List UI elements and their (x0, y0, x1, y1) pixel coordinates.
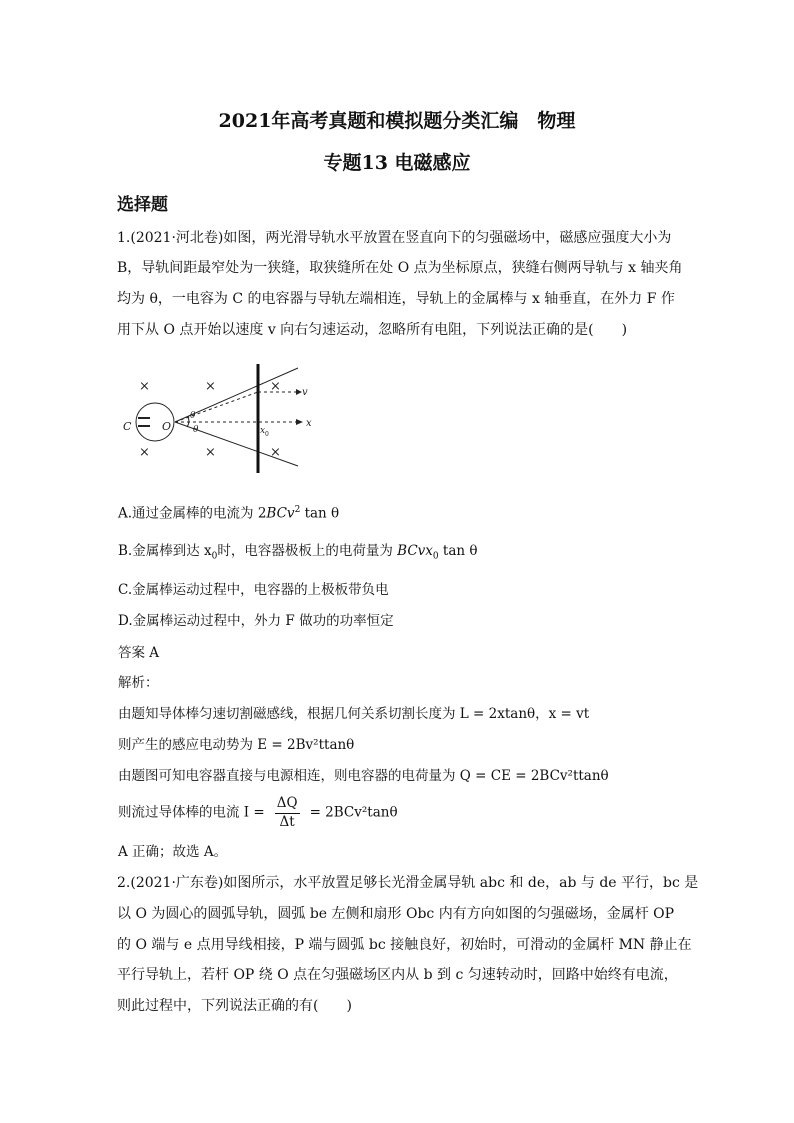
q1-stem-line-3: 均为 θ，一电容为 C 的电容器与导轨左端相连，导轨上的金属棒与 x 轴垂直，在外力 F 作 (117, 291, 675, 307)
analysis-line-3: 由题图可知电容器直接与电源相连，则电容器的电荷量为 Q = CE = 2BCv²ttanθ (118, 768, 609, 784)
section-heading: 选择题 (117, 195, 168, 215)
q1-stem-line-2: B，导轨间距最窄处为一狭缝，取狭缝所在处 O 点为坐标原点，狭缝右侧两导轨与 x 轴夹角 (117, 260, 683, 276)
field-cross-2: × (205, 379, 216, 394)
label-v: v (302, 387, 308, 398)
theta-arc-lower (187, 422, 189, 427)
label-x: x (306, 418, 312, 429)
q1-option-b: B.金属棒到达 $x_0$时，电容器极板上的电荷量为 BCvx$_0$ tan θ (118, 543, 478, 562)
page-title: 2021年高考真题和模拟题分类汇编 物理 (218, 110, 576, 132)
topic-subtitle: 专题13 电磁感应 (323, 152, 471, 174)
label-x0-sub: 0 (265, 431, 269, 438)
field-cross-3: × (270, 379, 281, 394)
field-cross-1: × (139, 379, 150, 394)
analysis-label: 解析： (118, 675, 159, 691)
q1-stem-line-1: 1.(2021·河北卷)如图，两光滑导轨水平放置在竖直向下的匀强磁场中，磁感应强度大小为 (117, 230, 672, 246)
field-cross-5: × (205, 445, 216, 460)
q2-stem-line-5: 则此过程中，下列说法正确的有( ) (117, 998, 352, 1014)
analysis-line-1: 由题知导体棒匀速切割磁感线，根据几何关系切割长度为 L = 2xtanθ，x = vt (118, 706, 590, 722)
label-C: C (123, 420, 132, 433)
field-cross-4: × (139, 445, 150, 460)
upper-dash (175, 392, 258, 422)
q1-option-d: D.金属棒运动过程中，外力 F 做功的功率恒定 (118, 613, 394, 629)
x-arrow-head (296, 419, 303, 425)
q2-stem-line-3: 的 O 端与 e 点用导线相接，P 端与圆弧 bc 接触良好，初始时，可滑动的金属杆 MN 静止在 (117, 937, 692, 953)
label-theta-lower: θ (193, 425, 199, 435)
q1-option-c: C.金属棒运动过程中，电容器的上极板带负电 (118, 582, 389, 598)
q2-stem-line-1: 2.(2021·广东卷)如图所示，水平放置足够长光滑金属导轨 abc 和 de，ab 与 de 平行，bc 是 (117, 875, 699, 891)
q1-stem-line-4: 用下从 O 点开始以速度 v 向右匀速运动，忽略所有电阻，下列说法正确的是( ) (117, 322, 628, 338)
analysis-line-2: 则产生的感应电动势为 E = 2Bv²ttanθ (118, 737, 355, 753)
field-cross-6: × (270, 445, 281, 460)
label-x0: x (260, 426, 266, 436)
theta-arc-upper (188, 417, 189, 422)
current-fraction: $\frac{\Delta Q}{\Delta t}$ (276, 795, 298, 830)
q1-option-a: A.通过金属棒的电流为 2BCv$^2$ tan θ (118, 505, 340, 522)
analysis-line-4: 则流过导体棒的电流 I = $\frac{\Delta Q}{\Delta t}$ = 2BCv²tanθ (118, 795, 398, 830)
q1-answer: 答案 A (118, 645, 160, 661)
q2-stem-line-4: 平行导轨上，若杆 OP 绕 O 点在匀强磁场区内从 b 到 c 匀速转动时，回路中始终有电流， (117, 967, 678, 983)
label-O: O (162, 420, 172, 433)
analysis-line-5: A 正确；故选 A。 (118, 844, 228, 860)
q2-stem-line-2: 以 O 为圆心的圆弧导轨，圆弧 be 左侧和扇形 Obc 内有方向如图的匀强磁场，金属杆 OP (117, 906, 675, 922)
label-theta-upper: θ (190, 411, 196, 421)
q1-figure (118, 360, 328, 480)
